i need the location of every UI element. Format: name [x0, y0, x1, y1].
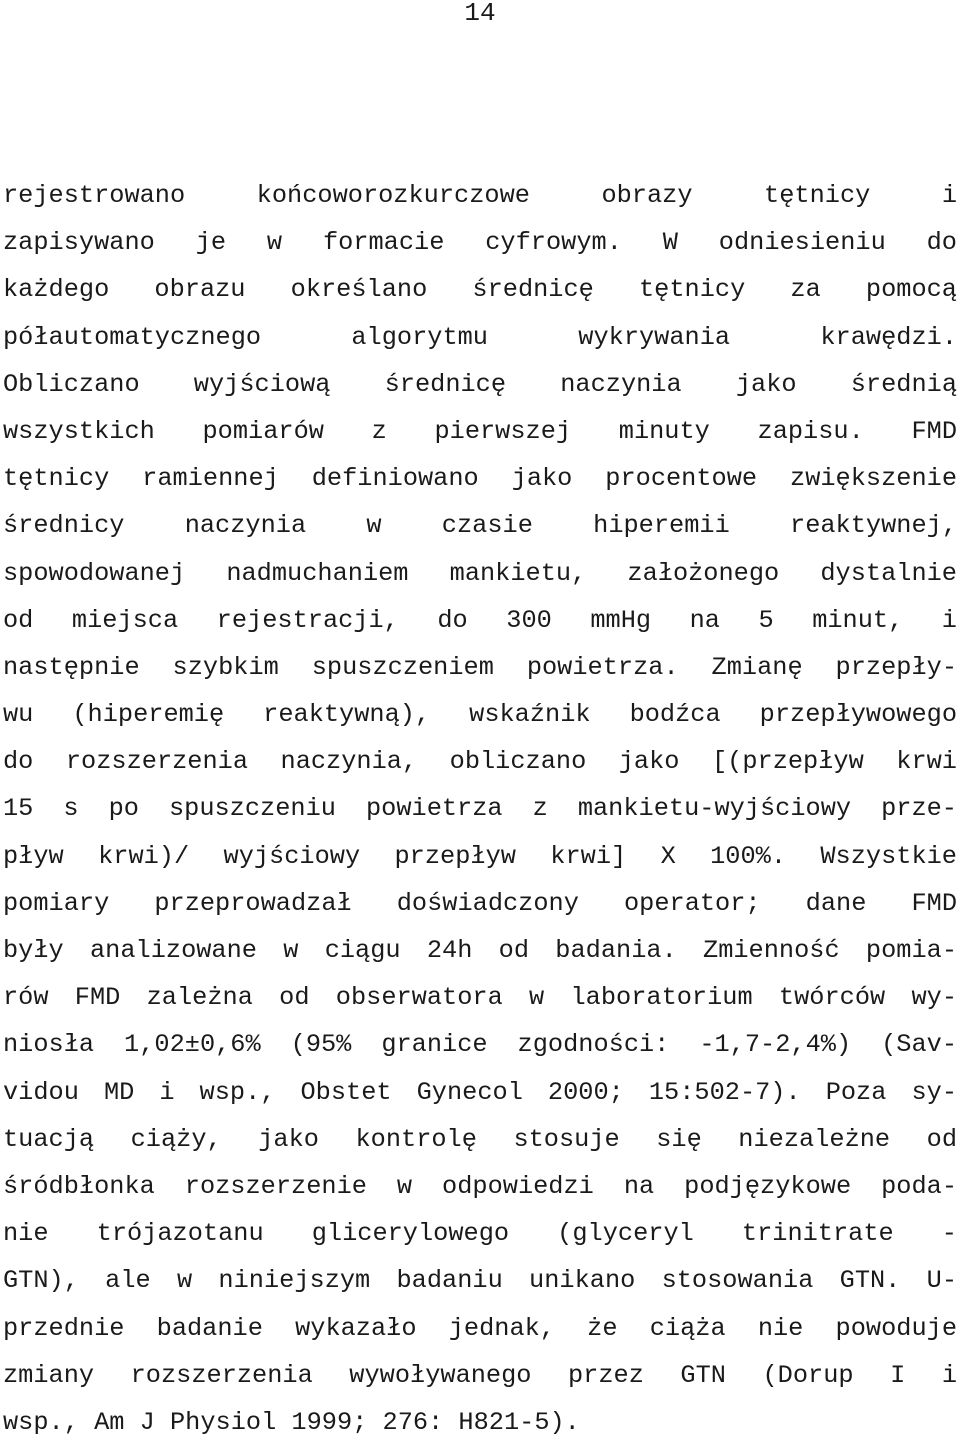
text-line: półautomatycznego algorytmu wykrywania krawędzi.: [3, 322, 957, 352]
text-line: nie trójazotanu glicerylowego (glyceryl trinitrate -: [3, 1219, 957, 1249]
body-text: [3, 172, 957, 1446]
text-line: zmiany rozszerzenia wywoływanego przez GTN (Dorup I i: [3, 1360, 957, 1390]
text-line: przednie badanie wykazało jednak, że ciąża nie powoduje: [3, 1313, 957, 1343]
text-line: rejestrowano końcoworozkurczowe obrazy tętnicy i: [3, 181, 957, 210]
text-line: tętnicy ramiennej definiowano jako procentowe zwiększenie: [3, 464, 957, 494]
page-number: 14: [464, 0, 496, 28]
text-line: następnie szybkim spuszczeniem powietrza. Zmianę przepły-: [3, 652, 957, 682]
text-line: rów FMD zależna od obserwatora w laboratorium twórców wy-: [3, 983, 957, 1013]
text-line: Obliczano wyjściową średnicę naczynia jako średnią: [3, 369, 957, 399]
text-line: tuacją ciąży, jako kontrolę stosuje się niezależne od: [3, 1124, 957, 1154]
text-line: 15 s po spuszczeniu powietrza z mankietu-wyjściowy prze-: [3, 794, 957, 824]
text-line: wsp., Am J Physiol 1999; 276: H821-5).: [3, 1407, 580, 1437]
text-line: śródbłonka rozszerzenie w odpowiedzi na podjęzykowe poda-: [3, 1171, 957, 1201]
text-line: od miejsca rejestracji, do 300 mmHg na 5 minut, i: [3, 605, 957, 635]
text-line: pomiary przeprowadzał doświadczony operator; dane FMD: [3, 888, 957, 918]
text-line: średnicy naczynia w czasie hiperemii reaktywnej,: [3, 511, 957, 541]
text-line: każdego obrazu określano średnicę tętnicy za pomocą: [3, 275, 957, 305]
text-line: niosła 1,02±0,6% (95% granice zgodności: -1,7-2,4%) (Sav-: [3, 1030, 957, 1060]
text-line: były analizowane w ciągu 24h od badania. Zmienność pomia-: [3, 936, 957, 965]
text-line: wszystkich pomiarów z pierwszej minuty zapisu. FMD: [3, 416, 957, 446]
text-line: vidou MD i wsp., Obstet Gynecol 2000; 15:502-7). Poza sy-: [3, 1077, 957, 1107]
text-line: zapisywano je w formacie cyfrowym. W odniesieniu do: [3, 228, 957, 258]
text-line: pływ krwi)/ wyjściowy przepływ krwi] X 100%. Wszystkie: [3, 841, 957, 871]
text-line: GTN), ale w niniejszym badaniu unikano stosowania GTN. U-: [3, 1266, 957, 1296]
text-line: spowodowanej nadmuchaniem mankietu, założonego dystalnie: [3, 558, 957, 588]
text-line: do rozszerzenia naczynia, obliczano jako [(przepływ krwi: [3, 747, 957, 777]
text-line: wu (hiperemię reaktywną), wskaźnik bodźca przepływowego: [3, 700, 957, 730]
